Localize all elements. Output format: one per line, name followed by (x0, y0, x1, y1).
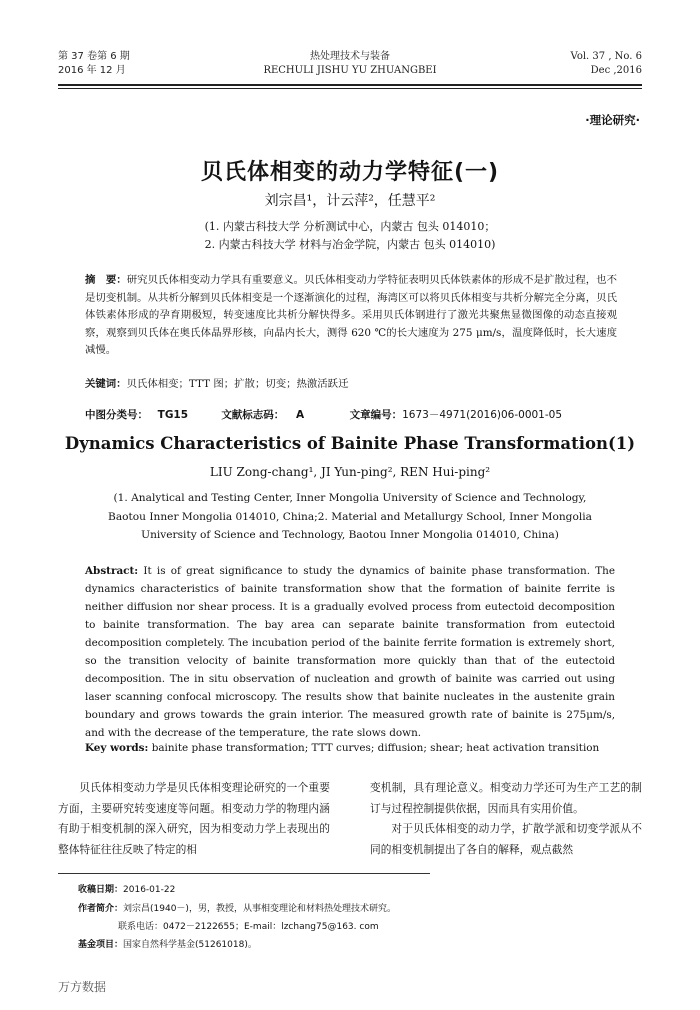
affiliation-cn-2: 2. 内蒙古科技大学 材料与冶金学院，内蒙古 包头 014010) (204, 238, 496, 251)
page-title-en: Dynamics Characteristics of Bainite Phase Transformation(1) (64, 434, 636, 453)
authors-en: LIU Zong-chang¹, JI Yun-ping², REN Hui-ping² (209, 465, 491, 479)
journal-name-cn: 热处理技术与装备 (310, 51, 390, 62)
abstract-en (85, 562, 615, 742)
volume-issue: 第 37 卷第 6 期 (58, 51, 130, 62)
clc-label: 中图分类号： (85, 409, 148, 421)
abstract-en-label: Abstract: (85, 565, 139, 577)
header-rule-thin (58, 88, 642, 89)
footnote-received (78, 883, 175, 897)
body-left-column: 贝氏体相变动力学是贝氏体相变理论研究的一个重要方面，主要研究转变速度等问题。相变动力学的物理内涵有助于相变机制的深入研究，因为相变动力学上表现出的整体特征往往反映了特定的相 (58, 781, 330, 856)
article-number-label: 文章编号： (349, 409, 403, 421)
abstract-cn-text: 研究贝氏体相变动力学具有重要意义。贝氏体相变动力学特征表明贝氏体铁素体的形成不是扩散过程，也不是切变机制。从共析分解到贝氏体相变是一个逐渐演化的过程，海湾区可以将贝氏体相变与共析分解完全分离，贝氏体铁素体形成的孕育期极短，转变速度比共析分解快得多。采用贝氏体钢进行了激光共聚焦显微图像的动态直接观察，观察到贝氏体在奥氏体晶界形核，向晶内长大，测得 620 ℃的长大速度为 275 μm/s，温度降低时，长大速度减慢。 (85, 274, 618, 357)
authors-cn: 刘宗昌¹，计云萍²，任慧平² (264, 193, 436, 209)
keywords-cn-text: 贝氏体相变；TTT 图；扩散；切变；热激活跃迁 (126, 378, 349, 390)
watermark: 万方数据 (58, 980, 107, 994)
footnote-rule (58, 873, 430, 874)
doc-code-value: A (295, 409, 305, 421)
received-date: 2016-01-22 (123, 885, 176, 895)
affiliation-en: (1. Analytical and Testing Center, Inner Mongolia University of Science and Technology, Baotou Inner Mongolia 014010, China;2. Material and Metallurgy School, Inner Mongolia University of Science and Technology, Baotou Inner Mongolia 014010, China) (108, 492, 592, 541)
fund-label: 基金项目： (78, 940, 124, 950)
footnote-contact: 联系电话：0472－2122655；E-mail：lzchang75@163. com (118, 922, 379, 932)
classification-row (85, 407, 645, 422)
received-label: 收稿日期： (78, 885, 124, 895)
affiliation-cn-1: (1. 内蒙古科技大学 分析测试中心，内蒙古 包头 014010； (204, 220, 496, 233)
article-number-value: 1673－4971(2016)06-0001-05 (402, 409, 563, 421)
fund-text: 国家自然科学基金(51261018)。 (123, 940, 257, 950)
page-title: 贝氏体相变的动力学特征(一) (200, 160, 500, 185)
section-tag: ·理论研究· (585, 113, 640, 127)
keywords-en-text: bainite phase transformation; TTT curves; diffusion; shear; heat activation transition (151, 742, 600, 754)
publication-date-en: Dec ,2016 (590, 65, 642, 76)
keywords-cn (85, 376, 617, 394)
keywords-en-label: Key words: (85, 742, 149, 754)
journal-volume-en (571, 50, 642, 78)
author-bio: 刘宗昌(1940－)，男，教授，从事相变理论和材料热处理技术研究。 (123, 904, 396, 914)
journal-name-pinyin: RECHULI JISHU YU ZHUANGBEI (263, 65, 437, 76)
keywords-en (85, 742, 625, 754)
footnote-fund (78, 938, 257, 952)
abstract-cn (85, 272, 617, 360)
clc-value: TG15 (157, 409, 189, 421)
author-bio-label: 作者简介： (78, 904, 124, 914)
abstract-en-text: It is of great significance to study the dynamics of bainite phase transformation. The dynamics characteristics of bainite transformation show that the formation of bainite ferrite is neither diffusion nor shear process. It is a gradually evolved process from eutectoid decomposition to bainite transformation. The bay area can separate bainite transformation from eutectoid decomposition completely. The incubation period of the bainite ferrite formation is extremely short, so the transition velocity of bainite transformation more quickly than that of the eutectoid decomposition. The in situ observation of nucleation and growth of bainite was carried out using laser scanning confocal microscopy. The results show that bainite nucleates in the austenite grain boundary and grows towards the grain interior. The measured growth rate of bainite is 275μm/s, and with the decrease of the temperature, the rate slows down. (85, 565, 615, 739)
doc-code-label: 文献标志码： (221, 409, 285, 421)
header-rule-thick (58, 84, 642, 86)
body-right-paragraph-1: 变机制，具有理论意义。相变动力学还可为生产工艺的制订与过程控制提供依据，因而具有实用价值。 (370, 781, 642, 815)
volume-issue-en: Vol. 37 , No. 6 (570, 51, 642, 62)
publication-date: 2016 年 12 月 (58, 65, 126, 76)
keywords-cn-label: 关键词： (85, 378, 127, 390)
body-right-paragraph-2: 对于贝氏体相变的动力学，扩散学派和切变学派从不同的相变机制提出了各自的解释，观点截然 (370, 822, 642, 856)
body-right-column (370, 778, 642, 860)
abstract-cn-label: 摘 要： (85, 274, 127, 286)
footnote-author (78, 902, 396, 916)
